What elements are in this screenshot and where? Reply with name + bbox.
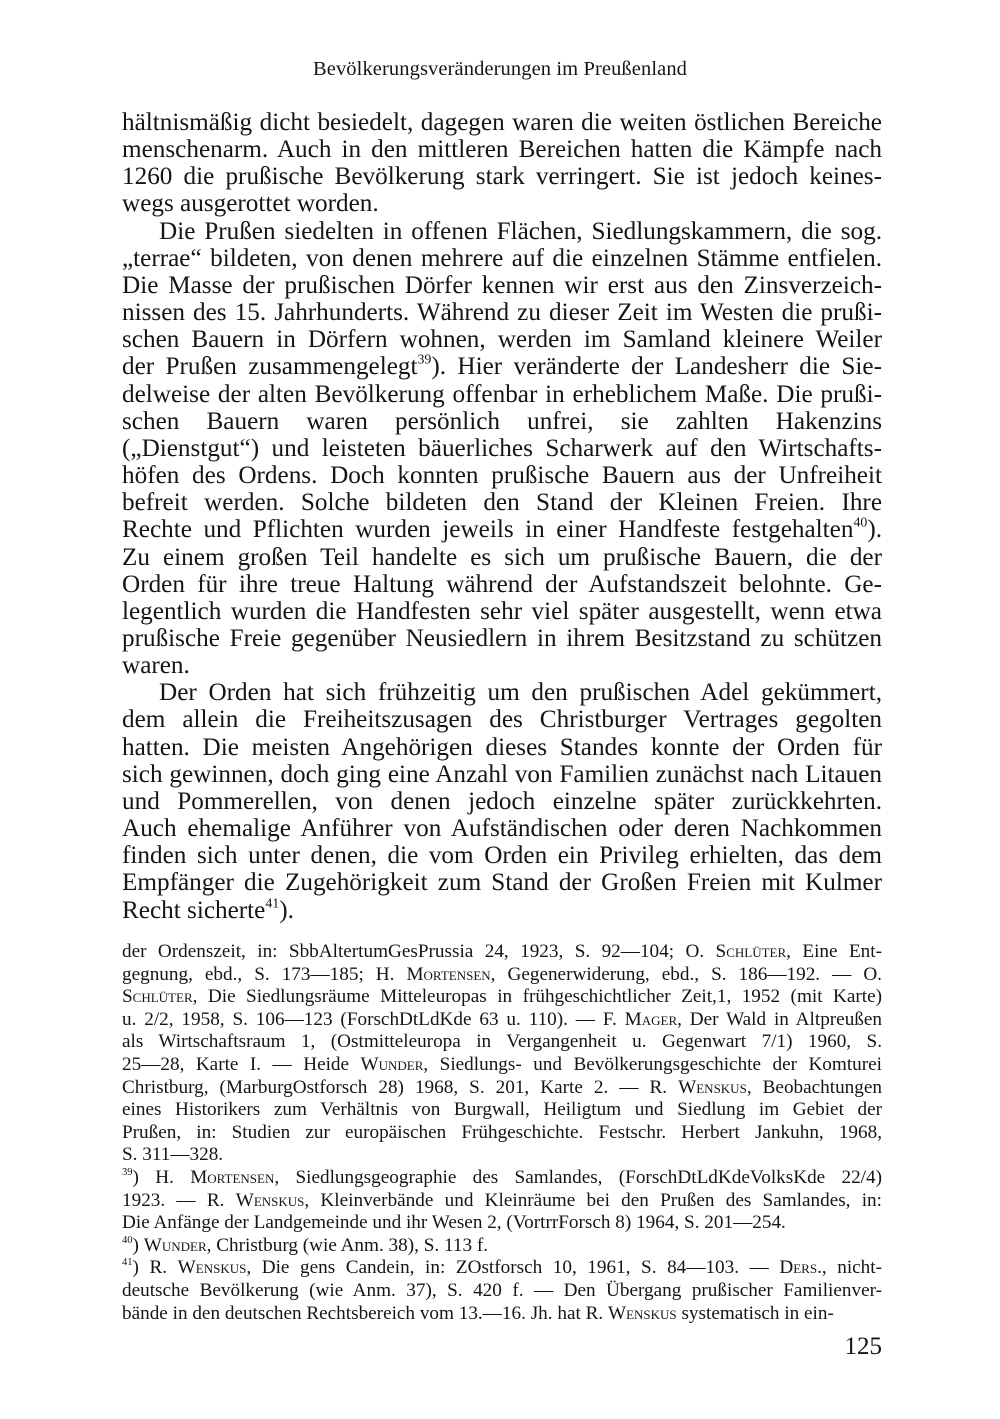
text-line [122,571,882,598]
text-line [122,326,882,353]
text-line [122,598,882,625]
text-run: Zu einem großen Teil handelte es sich um prußische Bauern, die der [122,543,882,571]
text-run: ., nicht- [817,1257,882,1279]
footnote-line [122,1212,882,1235]
text-run: wegs ausgerottet worden. [122,190,379,218]
footnote-reference: 39 [122,1167,133,1179]
running-head: Bevölkerungsveränderungen im Preußenland [312,58,688,80]
text-run: „terrae“ bildeten, von denen mehrere auf die einzelnen Stämme entfielen. [122,244,882,272]
text-line [122,245,882,272]
text-run: Die Anfänge der Landgemeinde und ihr Wesen 2, (VortrrForsch 8) 1964, S. 201—254. [122,1212,786,1234]
text-run: S. 311—328. [122,1144,224,1166]
text-run: Die Masse der prußischen Dörfer kennen wir erst aus den Zinsverzeich- [122,271,882,299]
author-name: Wenskus [678,1076,747,1098]
text-run: 1260 die prußische Bevölkerung stark verringert. Sie ist jedoch keines- [122,163,882,191]
text-run: deutsche Bevölkerung (wie Anm. 37), S. 420 f. — Den Übergang prußischer Familienver- [122,1279,882,1301]
footnote-reference: 41 [122,1257,133,1269]
text-run: Recht sicherte [122,896,266,924]
text-run: ) [132,1234,144,1256]
author-name: Schlüter [715,941,787,962]
text-run: nissen des 15. Jahrhunderts. Während zu dieser Zeit im Westen die prußi- [122,299,882,327]
text-run: sich gewinnen, doch ging eine Anzahl von Familien zunächst nach Litauen [122,760,882,788]
footnote-line [122,941,882,964]
text-run: schen Bauern waren persönlich unfrei, sie zahlten Hakenzins [122,407,882,435]
footnote-line [122,1144,882,1167]
footnotes [122,941,882,1325]
text-run: der Ordenszeit, in: SbbAltertumGesPrussia 24, 1923, S. 92—104; O. [122,941,716,962]
author-name: Wenskus [177,1257,247,1279]
text-line [122,516,882,543]
text-run: systematisch in ein- [676,1302,834,1324]
text-run: bände in den deutschen Rechtsbereich vom 13.—16. Jh. hat R. [122,1302,608,1324]
text-run: legentlich wurden die Handfesten sehr viel später ausgestellt, wenn etwa [122,597,882,625]
text-line [122,842,882,869]
page-number: 125 [844,1333,882,1360]
text-run: menschenarm. Auch in den mittleren Bereichen hatten die Kämpfe nach [122,136,882,164]
text-run: delweise der alten Bevölkerung offenbar in erheblichem Maße. Die prußi- [122,380,882,408]
body-text [122,109,882,924]
text-run: der Prußen zusammengelegt [122,353,418,381]
text-run: 25—28, Karte I. — Heide [122,1053,361,1075]
text-line [122,163,882,190]
text-line [122,544,882,571]
text-run: schen Bauern in Dörfern wohnen, werden im Samland kleinere Weiler [122,326,882,354]
text-line [122,435,882,462]
author-name: Mortensen [406,963,491,985]
footnote-line [122,1190,882,1213]
text-line [122,815,882,842]
text-line [122,381,882,408]
paragraph [122,109,882,218]
text-run: , Christburg (wie Anm. 38), S. 113 f. [206,1234,489,1256]
text-line [122,897,882,924]
text-run: , Kleinverbände und Kleinräume bei den Prußen des Samlandes, in: [304,1189,882,1211]
text-run: gegnung, ebd., S. 173—185; H. [122,963,407,985]
text-run: Auch ehemalige Anführer von Aufständischen oder deren Nachkommen [122,815,882,843]
text-line [122,625,882,652]
text-run: als Wirtschaftsraum 1, (Ostmitteleuropa in Vergangenheit u. Gegenwart 7/1) 1960, S. [122,1031,882,1053]
text-line [122,190,882,217]
text-run: , Beobachtungen [746,1076,882,1098]
footnote [122,1257,882,1325]
text-run: höfen des Ordens. Doch konnten prußische Bauern aus der Unfreiheit [122,462,882,490]
author-name: Ders [779,1257,818,1279]
text-line [122,136,882,163]
text-run: Die Prußen siedelten in offenen Flächen, Siedlungskammern, die sog. [159,217,882,245]
text-run: Christburg, (MarburgOstforsch 28) 1968, S. 201, Karte 2. — R. [122,1076,679,1098]
paragraph [122,679,882,923]
footnote-reference: 39 [417,352,432,368]
footnote-line [122,1099,882,1122]
text-run: , Eine Ent- [786,941,882,962]
author-name: Wunder [360,1053,424,1075]
text-line [122,869,882,896]
footnote-line [122,986,882,1009]
text-line [122,272,882,299]
text-run: eines Historikers zum Verhältnis von Burgwall, Heiligtum und Siedlung im Gebiet der [122,1099,882,1121]
footnote-line [122,1167,882,1190]
text-run: ). Hier veränderte der Landesherr die Sie- [431,353,883,381]
text-run: ) R. [132,1257,178,1279]
text-line [122,679,882,706]
footnote-line [122,1235,882,1258]
footnote-line [122,1280,882,1303]
footnote-reference: 40 [853,514,868,530]
text-run: , Die Siedlungsräume Mitteleuropas in frühgeschichtlicher Zeit,1, 1952 (mit Karte) [192,986,882,1008]
text-run: , Siedlungsgeographie des Samlandes, (ForschDtLdKdeVolksKde 22/4) [274,1166,882,1188]
text-run: finden sich unter denen, die vom Orden ein Privileg erhielten, das dem [122,842,882,870]
text-run: („Dienstgut“) und leisteten bäuerliches Scharwerk auf den Wirtschafts- [122,434,882,462]
text-run: , Gegenerwiderung, ebd., S. 186—192. — O. [490,963,882,985]
author-name: Mortensen [190,1166,275,1188]
author-name: Schlüter [122,986,193,1008]
paragraph [122,218,882,680]
text-run: Der Orden hat sich frühzeitig um den prußischen Adel gekümmert, [159,679,882,707]
text-run: , Der Wald in Altpreußen [677,1008,882,1030]
text-line [122,408,882,435]
author-name: Mager [624,1008,678,1030]
footnote-line [122,1122,882,1145]
text-run: hältnismäßig dicht besiedelt, dagegen waren die weiten östlichen Bereiche [122,109,882,136]
footnote-reference: 41 [265,895,280,911]
text-run: , Siedlungs- und Bevölkerungsgeschichte der Komturei [423,1053,882,1075]
text-line [122,652,882,679]
text-line [122,734,882,761]
text-run: ) H. [132,1166,191,1188]
footnote-line [122,1054,882,1077]
text-line [122,761,882,788]
text-run: und Pommerellen, von denen jedoch einzelne später zurückkehrten. [122,787,882,815]
footnote-line [122,964,882,987]
text-line [122,489,882,516]
text-run: befreit werden. Solche bildeten den Stand der Kleinen Freien. Ihre [122,489,882,517]
footnote-line [122,1077,882,1100]
footnote [122,941,882,1167]
text-line [122,299,882,326]
text-run: , Die gens Candein, in: ZOstforsch 10, 1961, S. 84—103. — [246,1257,780,1279]
text-run: prußische Freie gegenüber Neusiedlern in ihrem Besitzstand zu schützen [122,624,882,652]
text-line [122,706,882,733]
text-run: waren. [122,652,190,680]
text-run: Orden für ihre treue Haltung während der Aufstandszeit belohnte. Ge- [122,570,882,598]
text-run: hatten. Die meisten Angehörigen dieses Standes konnte der Orden für [122,733,882,761]
author-name: Wunder [143,1234,207,1256]
text-run: Rechte und Pflichten wurden jeweils in einer Handfeste festgehalten [122,516,854,544]
text-run: Empfänger die Zugehörigkeit zum Stand der Großen Freien mit Kulmer [122,869,882,897]
text-line [122,353,882,380]
author-name: Wenskus [235,1189,305,1211]
author-name: Wenskus [607,1302,677,1324]
text-run: 1923. — R. [122,1189,236,1211]
footnote-line [122,1257,882,1280]
text-line [122,218,882,245]
footnote-line [122,1009,882,1032]
footnote-reference: 40 [122,1234,133,1246]
footnote-line [122,1031,882,1054]
text-run: u. 2/2, 1958, S. 106—123 (ForschDtLdKde 63 u. 110). — F. [122,1008,625,1030]
text-line [122,109,882,136]
text-run: ). [279,896,294,924]
text-run: Prußen, in: Studien zur europäischen Frühgeschichte. Festschr. Herbert Jankuhn, 1968, [122,1121,882,1143]
text-run: dem allein die Freiheitszusagen des Christburger Vertrages gegolten [122,706,882,734]
text-run: ). [867,516,882,544]
footnote [122,1167,882,1235]
text-line [122,462,882,489]
footnote [122,1235,882,1258]
text-line [122,788,882,815]
footnote-line [122,1303,882,1326]
